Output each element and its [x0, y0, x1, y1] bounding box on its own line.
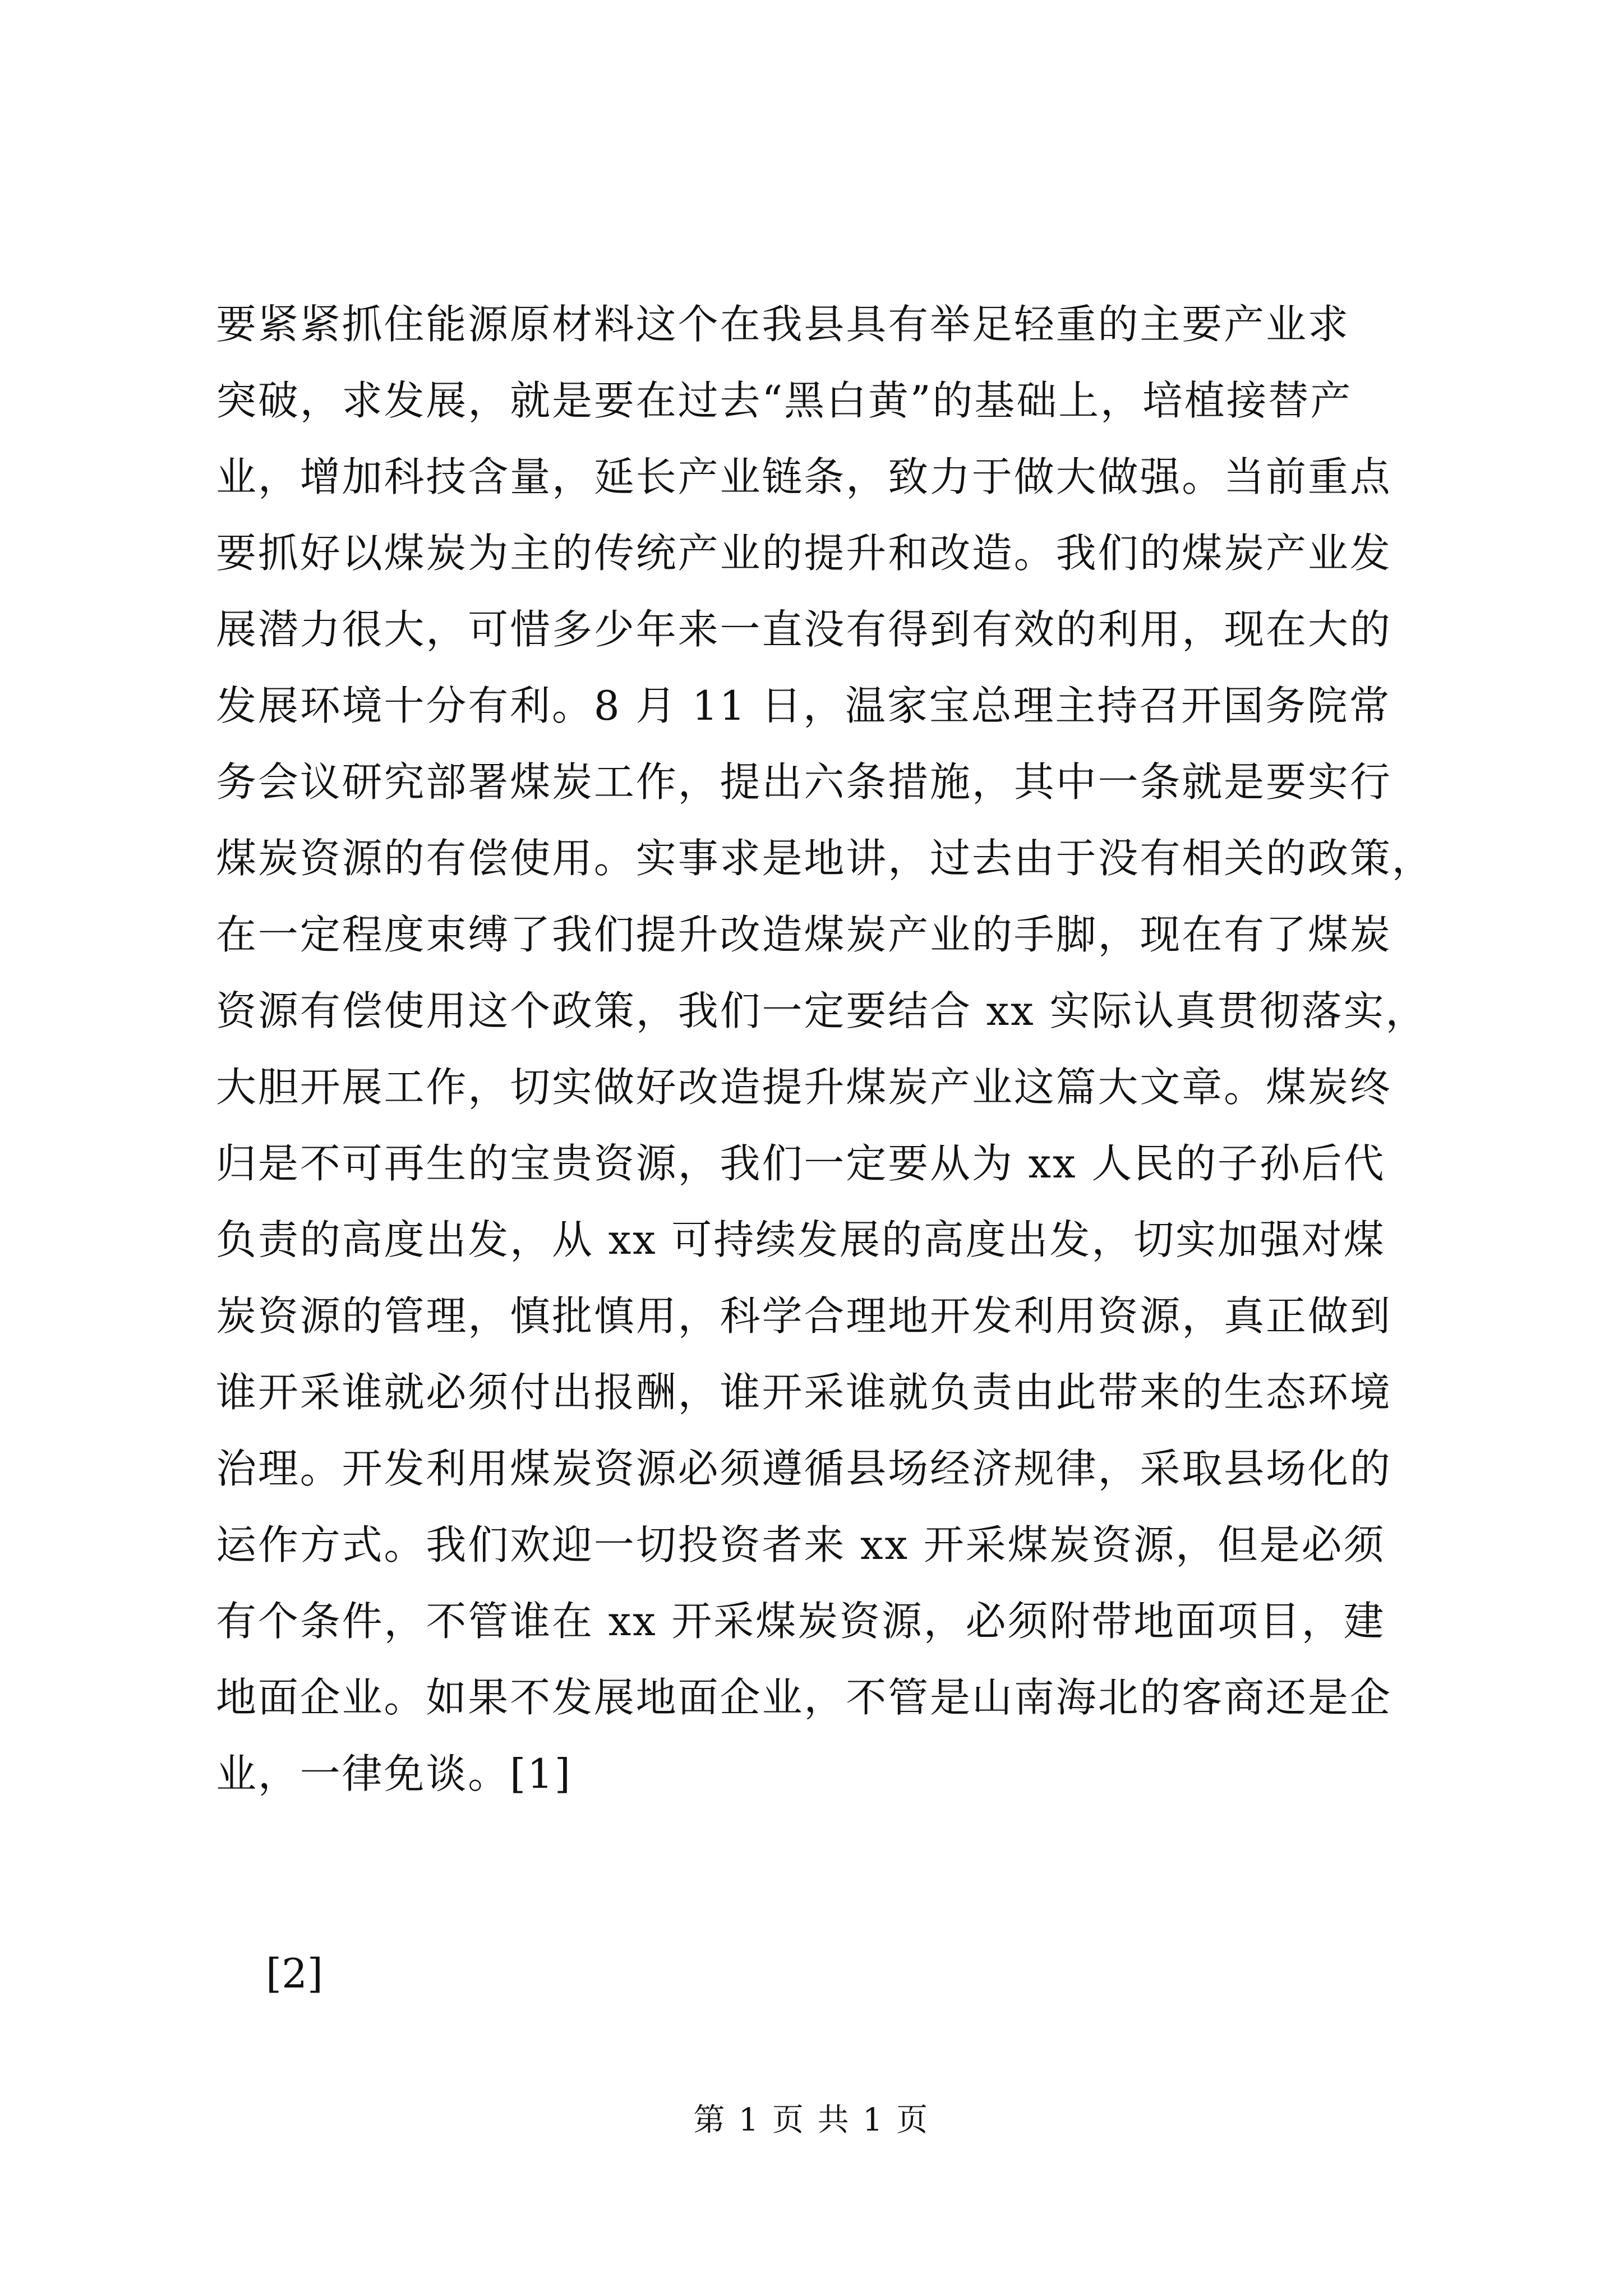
text-line-14: 炭资源的管理，慎批慎用，科学合理地开发利用资源，真正做到 — [216, 1292, 1392, 1340]
text-line-15: 谁开采谁就必须付出报酬，谁开采谁就负责由此带来的生态环境 — [216, 1369, 1392, 1416]
text-line-18: 有个条件，不管谁在 xx 开采煤炭资源，必须附带地面项目，建 — [216, 1598, 1386, 1645]
text-line-1: 要紧紧抓住能源原材料这个在我县具有举足轻重的主要产业求 — [216, 301, 1350, 348]
text-line-9: 在一定程度束缚了我们提升改造煤炭产业的手脚，现在有了煤炭 — [216, 911, 1392, 958]
text-line-16: 治理。开发利用煤炭资源必须遵循县场经济规律，采取县场化的 — [216, 1445, 1392, 1492]
text-line-7: 务会议研究部署煤炭工作，提出六条措施，其中一条就是要实行 — [216, 758, 1392, 806]
text-line-3: 业，增加科技含量，延长产业链条，致力于做大做强。当前重点 — [216, 453, 1392, 500]
text-line-5: 展潜力很大，可惜多少年来一直没有得到有效的利用，现在大的 — [216, 606, 1392, 653]
footnote-reference: [2] — [266, 1950, 323, 1997]
text-line-20: 业，一律免谈。[1] — [216, 1750, 572, 1797]
text-line-19: 地面企业。如果不发展地面企业，不管是山南海北的客商还是企 — [216, 1674, 1392, 1721]
text-line-11: 大胆开展工作，切实做好改造提升煤炭产业这篇大文章。煤炭终 — [216, 1064, 1392, 1111]
text-line-2: 突破，求发展，就是要在过去“黑白黄”的基础上，培植接替产 — [216, 377, 1353, 424]
text-line-6: 发展环境十分有利。8 月 11 日，温家宝总理主持召开国务院常 — [216, 682, 1391, 729]
text-line-10: 资源有偿使用这个政策，我们一定要结合 xx 实际认真贯彻落实， — [216, 987, 1428, 1034]
text-line-8: 煤炭资源的有偿使用。实事求是地讲，过去由于没有相关的政策， — [216, 835, 1434, 882]
text-line-12: 归是不可再生的宝贵资源，我们一定要从为 xx 人民的子孙后代 — [216, 1140, 1386, 1187]
page-number-footer: 第 1 页 共 1 页 — [693, 2102, 930, 2138]
body-paragraph — [216, 286, 1434, 1812]
text-line-4: 要抓好以煤炭为主的传统产业的提升和改造。我们的煤炭产业发 — [216, 530, 1392, 577]
text-line-17: 运作方式。我们欢迎一切投资者来 xx 开采煤炭资源，但是必须 — [216, 1521, 1386, 1568]
text-line-13: 负责的高度出发，从 xx 可持续发展的高度出发，切实加强对煤 — [216, 1216, 1386, 1263]
